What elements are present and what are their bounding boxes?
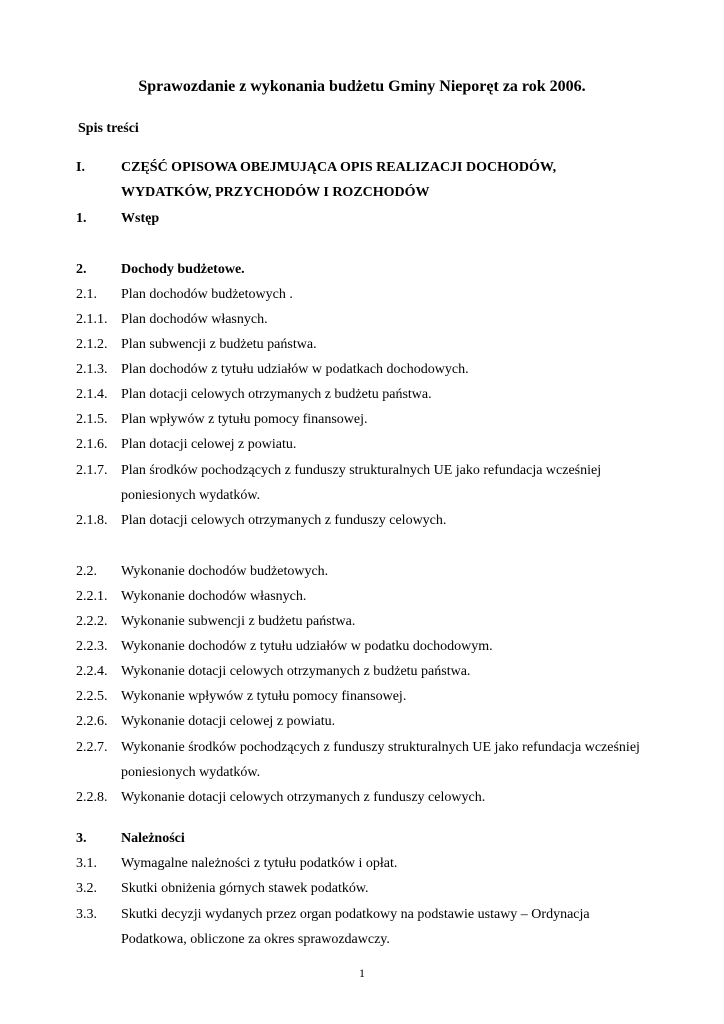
toc-line-text: Wykonanie środków pochodzących z funduszy strukturalnych UE jako refundacja wcześniej bbox=[121, 740, 640, 755]
toc-line-text: Plan dochodów z tytułu udziałów w podatkach dochodowych. bbox=[121, 362, 469, 377]
toc-line-text: Wykonanie dotacji celowej z powiatu. bbox=[121, 714, 336, 729]
toc-line-number: 2.2.3. bbox=[76, 639, 108, 654]
toc-line-number: 2.2.7. bbox=[76, 740, 108, 755]
toc-line-number: 2. bbox=[76, 262, 87, 277]
toc-line-number: 3. bbox=[76, 831, 87, 846]
toc-line-text: Plan dochodów własnych. bbox=[121, 312, 268, 327]
toc-line-text: Wstęp bbox=[121, 211, 160, 226]
toc-line-number: 2.1.2. bbox=[76, 337, 108, 352]
toc-line-text: Plan subwencji z budżetu państwa. bbox=[121, 337, 317, 352]
toc-line-text: Wykonanie dotacji celowych otrzymanych z funduszy celowych. bbox=[121, 790, 486, 805]
page-number: 1 bbox=[359, 966, 365, 980]
toc-line-number: 2.1.4. bbox=[76, 387, 108, 402]
toc-line-number: I. bbox=[76, 160, 85, 175]
toc-line-number: 2.2.4. bbox=[76, 664, 108, 679]
toc-line-text: Plan dotacji celowych otrzymanych z funduszy celowych. bbox=[121, 513, 447, 528]
toc-line-text: Dochody budżetowe. bbox=[121, 262, 245, 277]
toc-line-text: Należności bbox=[121, 831, 185, 846]
toc-line-text: Skutki decyzji wydanych przez organ podatkowy na podstawie ustawy – Ordynacja bbox=[121, 907, 590, 922]
toc-line-number: 3.1. bbox=[76, 856, 97, 871]
toc-line-number: 2.2. bbox=[76, 564, 97, 579]
toc-line-text: poniesionych wydatków. bbox=[121, 488, 261, 503]
toc-line-number: 3.2. bbox=[76, 881, 97, 896]
toc-line-text: poniesionych wydatków. bbox=[121, 765, 261, 780]
toc-line-text: Wykonanie dochodów z tytułu udziałów w podatku dochodowym. bbox=[121, 639, 493, 654]
toc-line-number: 2.2.2. bbox=[76, 614, 108, 629]
toc-line-text: Plan dochodów budżetowych . bbox=[121, 287, 293, 302]
toc-line-number: 2.1.6. bbox=[76, 437, 108, 452]
toc-line-text: Wykonanie dochodów budżetowych. bbox=[121, 564, 329, 579]
toc-line-number: 2.2.8. bbox=[76, 790, 108, 805]
toc-line-number: 2.1.3. bbox=[76, 362, 108, 377]
toc-line-number: 2.2.1. bbox=[76, 589, 108, 604]
document-title: Sprawozdanie z wykonania budżetu Gminy Nieporęt za rok 2006. bbox=[138, 78, 586, 95]
toc-line-number: 1. bbox=[76, 211, 87, 226]
toc-line-number: 2.2.6. bbox=[76, 714, 108, 729]
toc-line-text: Plan dotacji celowej z powiatu. bbox=[121, 437, 297, 452]
toc-line-text: Podatkowa, obliczone za okres sprawozdawczy. bbox=[121, 932, 390, 947]
toc-line-text: Wykonanie dochodów własnych. bbox=[121, 589, 307, 604]
toc-heading: Spis treści bbox=[78, 121, 139, 136]
toc-line-number: 2.1.5. bbox=[76, 412, 108, 427]
toc-line-text: Wykonanie wpływów z tytułu pomocy finansowej. bbox=[121, 689, 407, 704]
toc-line-number: 2.1. bbox=[76, 287, 97, 302]
toc-line-text: WYDATKÓW, PRZYCHODÓW I ROZCHODÓW bbox=[121, 185, 430, 200]
toc-line-text: Skutki obniżenia górnych stawek podatków. bbox=[121, 881, 369, 896]
toc-line-number: 2.1.1. bbox=[76, 312, 108, 327]
toc-line-number: 2.2.5. bbox=[76, 689, 108, 704]
toc-line-number: 3.3. bbox=[76, 907, 97, 922]
toc-line-text: Wykonanie subwencji z budżetu państwa. bbox=[121, 614, 356, 629]
toc-line-text: Wykonanie dotacji celowych otrzymanych z budżetu państwa. bbox=[121, 664, 471, 679]
toc-line-number: 2.1.8. bbox=[76, 513, 108, 528]
toc-line-text: Plan dotacji celowych otrzymanych z budżetu państwa. bbox=[121, 387, 432, 402]
toc-line-text: Plan środków pochodzących z funduszy strukturalnych UE jako refundacja wcześniej bbox=[121, 463, 602, 478]
toc-line-number: 2.1.7. bbox=[76, 463, 108, 478]
toc-line-text: Wymagalne należności z tytułu podatków i opłat. bbox=[121, 856, 398, 871]
toc-line-text: Plan wpływów z tytułu pomocy finansowej. bbox=[121, 412, 368, 427]
toc-line-text: CZĘŚĆ OPISOWA OBEJMUJĄCA OPIS REALIZACJI DOCHODÓW, bbox=[121, 160, 557, 175]
